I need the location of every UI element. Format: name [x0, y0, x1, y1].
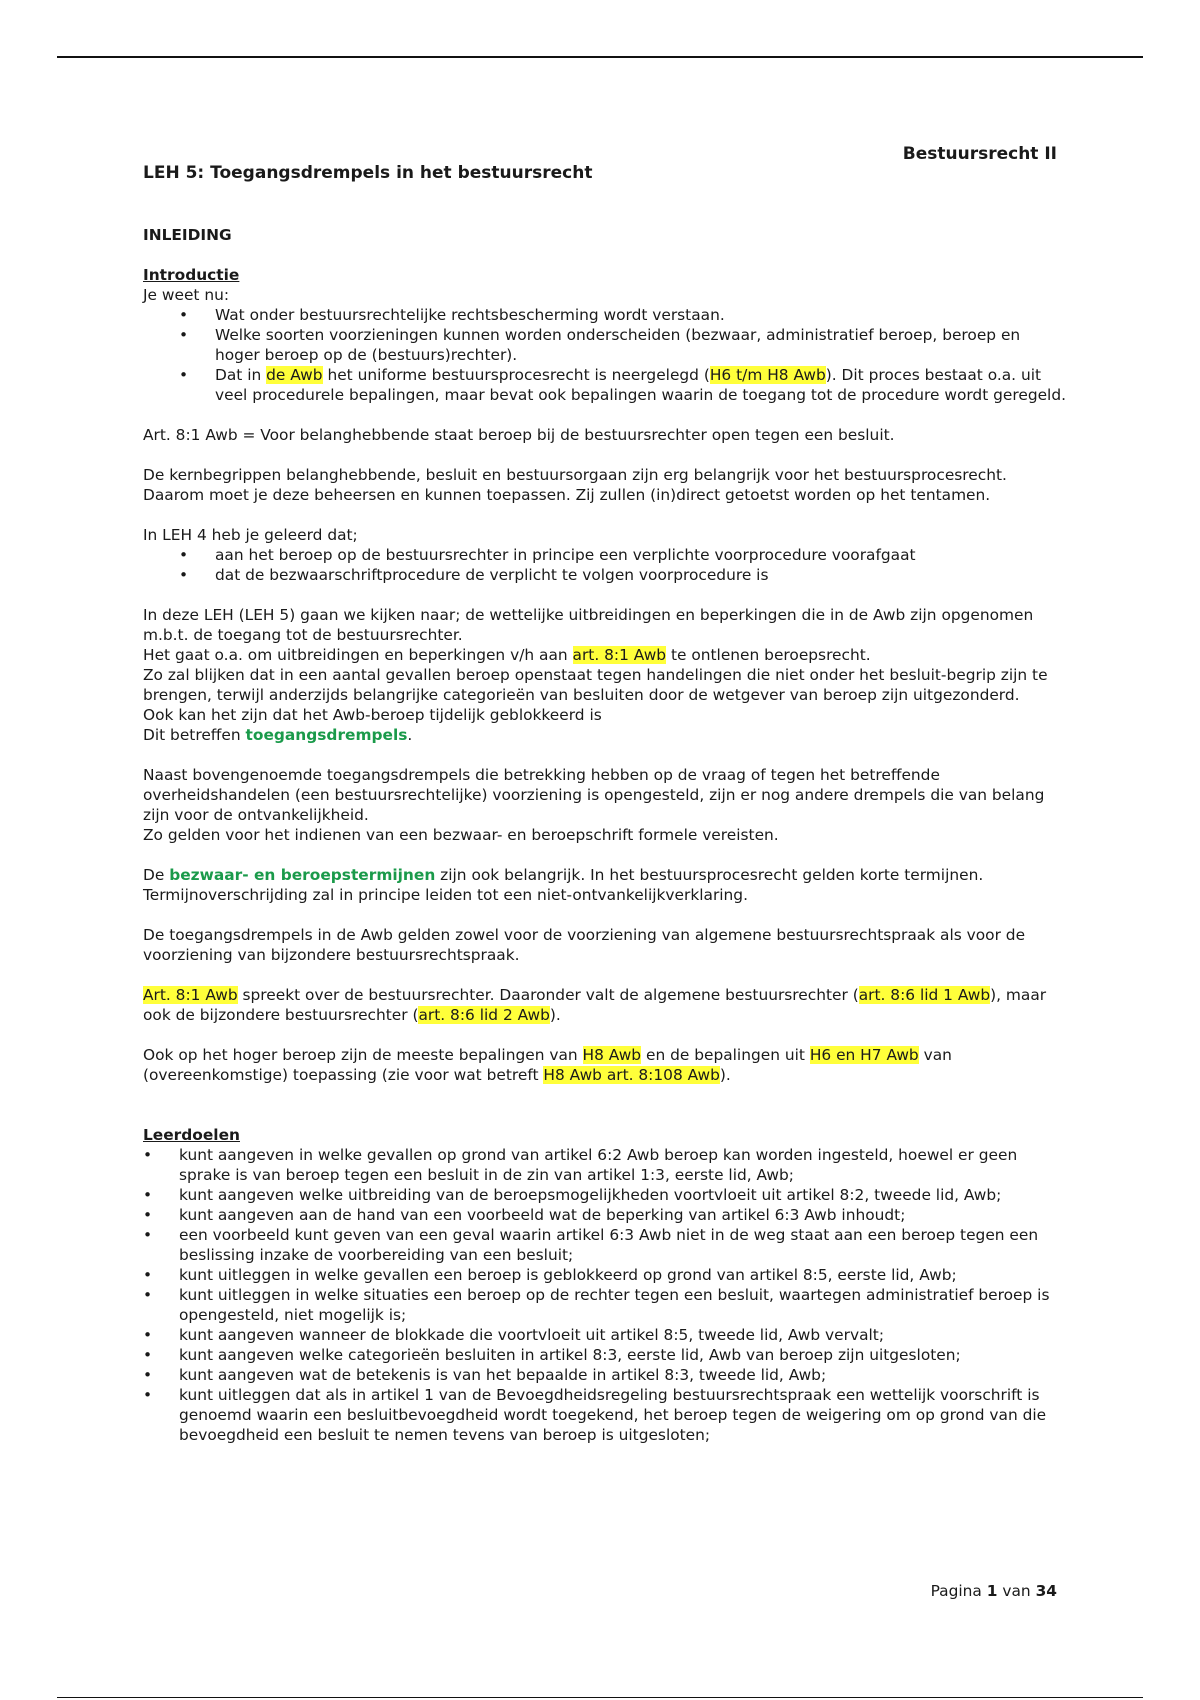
- paragraph-termijnen: [143, 865, 1068, 905]
- text-run: .: [407, 726, 413, 744]
- highlight: H8 Awb art. 8:108 Awb: [543, 1066, 720, 1084]
- paragraph-drempels: Naast bovengenoemde toegangsdrempels die betrekking hebben op de vraag of tegen het betreffende overheidshandelen (een bestuursrechtelijke) voorziening is opengesteld, zijn er nog andere drempels die van belang zijn voor de ontvankelijkheid.: [143, 766, 1045, 824]
- intro-lead: Je weet nu:: [143, 286, 230, 304]
- list-item: • een voorbeeld kunt geven van een geval waarin artikel 6:3 Awb niet in de weg staat aan een beroep tegen een beslissing inzake de voorbereiding van een besluit;: [179, 1225, 1068, 1265]
- footer-page-number: 1: [986, 1582, 998, 1600]
- list-item: • kunt uitleggen in welke situaties een beroep op de rechter tegen een besluit, waartegen administratief beroep is opengesteld, niet mogelijk is;: [179, 1285, 1068, 1325]
- page-title: LEH 5: Toegangsdrempels in het bestuursrecht: [143, 163, 593, 183]
- list-item: • kunt uitleggen dat als in artikel 1 van de Bevoegdheidsregeling bestuursrechtspraak een wettelijk voorschrift is genoemd waarin een besluitbevoegdheid wordt toegekend, het beroep tegen de weigering om op grond van die bevoegdheid een besluit te nemen tevens van beroep is uitgesloten;: [179, 1385, 1068, 1445]
- paragraph-art81: Art. 8:1 Awb = Voor belanghebbende staat beroep bij de bestuursrechter open tegen een besluit.: [143, 426, 895, 444]
- highlight: de Awb: [266, 366, 323, 384]
- leerdoelen-list: [143, 1145, 1068, 1445]
- text-run: Ook op het hoger beroep zijn de meeste bepalingen van: [143, 1046, 583, 1064]
- text-run: het uniforme bestuursprocesrecht is neergelegd (: [322, 366, 710, 384]
- paragraph-leh5-geblokkeerd: Ook kan het zijn dat het Awb-beroep tijdelijk geblokkeerd is: [143, 706, 602, 724]
- course-title: Bestuursrecht II: [902, 144, 1057, 164]
- text-run: Dat in: [215, 366, 267, 384]
- text-run: Het gaat o.a. om uitbreidingen en beperkingen v/h aan: [143, 646, 573, 664]
- footer-label: Pagina: [930, 1582, 982, 1600]
- list-item: • kunt aangeven wanneer de blokkade die voortvloeit uit artikel 8:5, tweede lid, Awb vervalt;: [179, 1325, 1068, 1345]
- footer-of: van: [1002, 1582, 1031, 1600]
- paragraph-leh4-lead: In LEH 4 heb je geleerd dat;: [143, 526, 358, 544]
- list-item: • Welke soorten voorzieningen kunnen worden onderscheiden (bezwaar, administratief beroep, beroep en hoger beroep op de (bestuurs)rechter).: [215, 325, 1068, 365]
- text-run: ).: [549, 1006, 561, 1024]
- highlight: art. 8:6 lid 2 Awb: [418, 1006, 550, 1024]
- list-item: • kunt uitleggen in welke gevallen een beroep is geblokkeerd op grond van artikel 8:5, eerste lid, Awb;: [179, 1265, 1068, 1285]
- highlight: art. 8:6 lid 1 Awb: [858, 986, 991, 1004]
- page-content: [143, 163, 1068, 1445]
- paragraph-leh5-toegangsdrempels: [143, 725, 1068, 745]
- list-item: • Wat onder bestuursrechtelijke rechtsbescherming wordt verstaan.: [215, 305, 1068, 325]
- keyword-green: toegangsdrempels: [245, 726, 408, 744]
- list-item: [215, 365, 1068, 405]
- footer-total-pages: 34: [1035, 1582, 1057, 1600]
- paragraph-leh5: In deze LEH (LEH 5) gaan we kijken naar; de wettelijke uitbreidingen en beperkingen die in de Awb zijn opgenomen m.b.t. de toegang tot de bestuursrechter.: [143, 606, 1034, 644]
- paragraph-leh5-blijken: Zo zal blijken dat in een aantal gevallen beroep openstaat tegen handelingen die niet onder het besluit-begrip zijn te brengen, terwijl anderzijds belangrijke categorieën van besluiten door de wetgever van beroep zijn uitgezonderd.: [143, 666, 1048, 704]
- list-item: • kunt aangeven aan de hand van een voorbeeld wat de beperking van artikel 6:3 Awb inhoudt;: [179, 1205, 1068, 1225]
- text-run: spreekt over de bestuursrechter. Daaronder valt de algemene bestuursrechter (: [237, 986, 859, 1004]
- keyword-green: bezwaar- en beroepstermijnen: [169, 866, 436, 884]
- list-item: • aan het beroep op de bestuursrechter in principe een verplichte voorprocedure voorafgaat: [215, 545, 1068, 565]
- text-run: ), maar ook de bijzondere bestuursrechter (: [143, 986, 1047, 1024]
- list-item: • kunt aangeven wat de betekenis is van het bepaalde in artikel 8:3, tweede lid, Awb;: [179, 1365, 1068, 1385]
- text-run: te ontlenen beroepsrecht.: [666, 646, 871, 664]
- text-run: en de bepalingen uit: [641, 1046, 810, 1064]
- text-run: van (overeenkomstige) toepassing (zie voor wat betreft: [143, 1046, 952, 1084]
- highlight: H6 t/m H8 Awb: [709, 366, 826, 384]
- paragraph-bestuursrechter: [143, 985, 1068, 1025]
- list-item: • kunt aangeven welke uitbreiding van de beroepsmogelijkheden voortvloeit uit artikel 8:2, tweede lid, Awb;: [179, 1185, 1068, 1205]
- leh4-bullet-list: [143, 545, 1068, 585]
- text-run: ).: [719, 1066, 731, 1084]
- subheading-leerdoelen: Leerdoelen: [143, 1126, 240, 1144]
- intro-bullet-list: [143, 305, 1068, 405]
- top-rule: [57, 56, 1143, 58]
- highlight: H8 Awb: [582, 1046, 642, 1064]
- section-heading-inleiding: INLEIDING: [143, 226, 232, 244]
- paragraph-kernbegrippen: De kernbegrippen belanghebbende, besluit en bestuursorgaan zijn erg belangrijk voor het bestuursprocesrecht. Daarom moet je deze beheersen en kunnen toepassen. Zij zullen (in)direct getoetst worden op het tentamen.: [143, 466, 1007, 504]
- highlight: Art. 8:1 Awb: [143, 986, 238, 1004]
- list-item: • kunt aangeven in welke gevallen op grond van artikel 6:2 Awb beroep kan worden ingesteld, hoewel er geen sprake is van beroep tegen een besluit in de zin van artikel 1:3, eerste lid, Awb;: [179, 1145, 1068, 1185]
- text-run: zijn ook belangrijk. In het bestuursprocesrecht gelden korte termijnen. Termijnoverschrijding zal in principe leiden tot een niet-ontvankelijkverklaring.: [143, 866, 984, 904]
- subheading-introductie: Introductie: [143, 266, 240, 284]
- text-run: Dit betreffen: [143, 726, 246, 744]
- paragraph-algemene-bijzondere: De toegangsdrempels in de Awb gelden zowel voor de voorziening van algemene bestuursrechtspraak als voor de voorziening van bijzondere bestuursrechtspraak.: [143, 926, 1026, 964]
- text-run: De: [143, 866, 170, 884]
- paragraph-hoger-beroep: [143, 1045, 1068, 1085]
- text-run: ). Dit proces bestaat o.a. uit veel procedurele bepalingen, maar bevat ook bepalingen waarin de toegang tot de procedure wordt geregeld.: [215, 366, 1066, 404]
- paragraph-leh5-uitbreidingen: [143, 645, 1068, 665]
- list-item: • dat de bezwaarschriftprocedure de verplicht te volgen voorprocedure is: [215, 565, 1068, 585]
- page-footer: [931, 1582, 1057, 1600]
- highlight: H6 en H7 Awb: [809, 1046, 919, 1064]
- bottom-rule: [57, 1697, 1143, 1698]
- paragraph-formele-vereisten: Zo gelden voor het indienen van een bezwaar- en beroepschrift formele vereisten.: [143, 826, 779, 844]
- list-item: • kunt aangeven welke categorieën besluiten in artikel 8:3, eerste lid, Awb van beroep zijn uitgesloten;: [179, 1345, 1068, 1365]
- highlight: art. 8:1 Awb: [572, 646, 667, 664]
